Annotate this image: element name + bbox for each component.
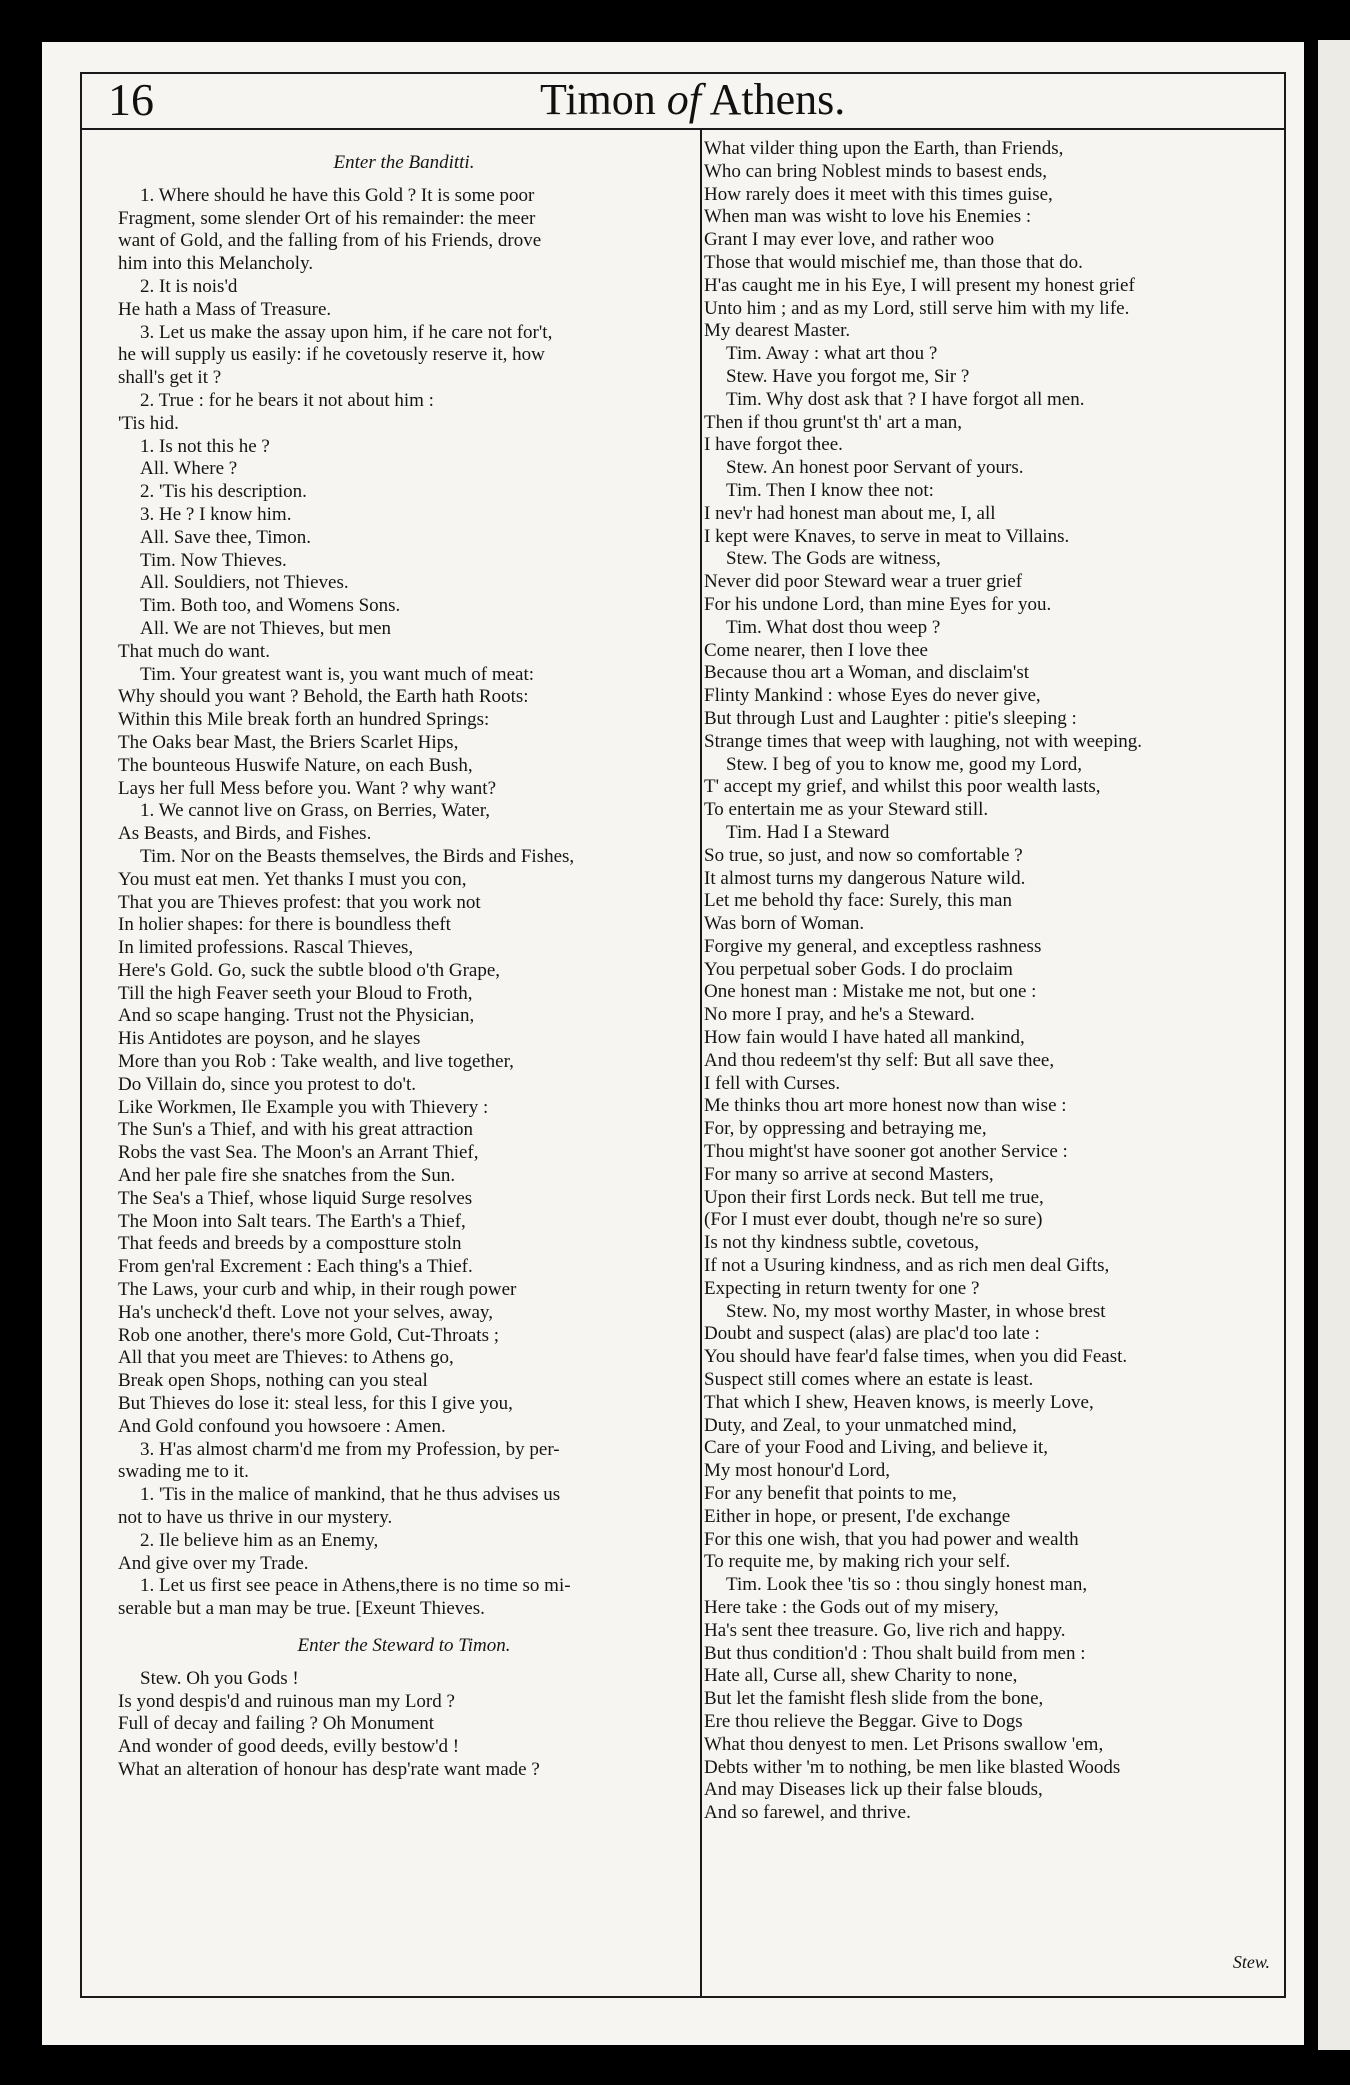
text-line: Never did poor Steward wear a truer grief (704, 571, 1023, 593)
text-line: Was born of Woman. (704, 913, 865, 935)
text-line: And so scape hanging. Trust not the Physician, (118, 1005, 475, 1027)
text-line: Hate all, Curse all, shew Charity to none, (704, 1665, 1018, 1687)
text-line: My dearest Master. (704, 320, 851, 342)
text-line: Expecting in return twenty for one ? (704, 1277, 980, 1299)
text-line: You must eat men. Yet thanks I must you con, (118, 868, 467, 890)
text-line: Tim. Nor on the Beasts themselves, the Birds and Fishes, (140, 845, 575, 867)
text-line: Doubt and suspect (alas) are plac'd too late : (704, 1323, 1040, 1345)
text-line: All. Where ? (140, 458, 238, 480)
text-line: 2. True : for he bears it not about him : (140, 389, 434, 411)
text-line: For his undone Lord, than mine Eyes for you. (704, 593, 1052, 615)
text-line: Me thinks thou art more honest now than wise : (704, 1095, 1067, 1117)
text-line: Tim. Now Thieves. (140, 549, 287, 571)
text-line: All that you meet are Thieves: to Athens go, (118, 1347, 454, 1369)
text-line: serable but a man may be true. [Exeunt Thieves. (118, 1598, 485, 1620)
text-line: What an alteration of honour has desp'rate want made ? (118, 1758, 540, 1780)
text-line: Thou might'st have sooner got another Service : (704, 1141, 1068, 1163)
text-line: That you are Thieves profest: that you work not (118, 891, 481, 913)
text-line: He hath a Mass of Treasure. (118, 298, 332, 320)
text-line: 2. It is nois'd (140, 275, 238, 297)
title-part-of: of (666, 75, 702, 124)
text-line: The Sea's a Thief, whose liquid Surge resolves (118, 1187, 473, 1209)
text-line: H'as caught me in his Eye, I will present my honest grief (704, 274, 1135, 296)
text-line: The Laws, your curb and whip, in their rough power (118, 1279, 517, 1301)
text-line: Forgive my general, and exceptless rashness (704, 935, 1042, 957)
text-line: 1. Where should he have this Gold ? It is some poor (140, 184, 535, 206)
text-line: Suspect still comes where an estate is least. (704, 1369, 1034, 1391)
text-line: What thou denyest to men. Let Prisons swallow 'em, (704, 1733, 1104, 1755)
text-line: And may Diseases lick up their false blouds, (704, 1779, 1043, 1801)
left-text-column (118, 138, 690, 1782)
text-line: Tim. What dost thou weep ? (726, 616, 941, 638)
text-line: Why should you want ? Behold, the Earth hath Roots: (118, 686, 529, 708)
text-line: For many so arrive at second Masters, (704, 1163, 994, 1185)
text-line: The Oaks bear Mast, the Briers Scarlet Hips, (118, 731, 459, 753)
text-line: Either in hope, or present, I'de exchange (704, 1505, 1011, 1527)
text-line: The Moon into Salt tears. The Earth's a Thief, (118, 1210, 466, 1232)
text-line: From gen'ral Excrement : Each thing's a Thief. (118, 1256, 473, 1278)
text-line: Rob one another, there's more Gold, Cut-Throats ; (118, 1324, 499, 1346)
text-line: Unto him ; and as my Lord, still serve him with my life. (704, 297, 1130, 319)
running-title (540, 74, 940, 127)
text-line: Tim. Had I a Steward (726, 821, 890, 843)
text-line: That feeds and breeds by a compostture stoln (118, 1233, 462, 1255)
text-line: not to have us thrive in our mystery. (118, 1507, 393, 1529)
text-line: swading me to it. (118, 1461, 249, 1483)
text-line: I nev'r had honest man about me, I, all (704, 502, 996, 524)
text-line: The Sun's a Thief, and with his great attraction (118, 1119, 474, 1141)
text-line: Upon their first Lords neck. But tell me true, (704, 1186, 1044, 1208)
text-line: But Thieves do lose it: steal less, for this I give you, (118, 1393, 513, 1415)
text-line: How fain would I have hated all mankind, (704, 1027, 1025, 1049)
text-line: To entertain me as your Steward still. (704, 799, 989, 821)
text-line: Stew. An honest poor Servant of yours. (726, 457, 1024, 479)
page-number: 16 (108, 74, 154, 125)
text-line: But through Lust and Laughter : pitie's sleeping : (704, 707, 1077, 729)
text-line: T' accept my grief, and whilst this poor wealth lasts, (704, 776, 1101, 798)
text-line: 3. Let us make the assay upon him, if he care not for't, (140, 321, 553, 343)
text-line: How rarely does it meet with this times guise, (704, 183, 1053, 205)
text-line: You perpetual sober Gods. I do proclaim (704, 958, 1013, 980)
text-line: Who can bring Noblest minds to basest ends, (704, 160, 1048, 182)
text-line: Stew. I beg of you to know me, good my Lord, (726, 753, 1083, 775)
text-line: As Beasts, and Birds, and Fishes. (118, 823, 372, 845)
text-line: Stew. Oh you Gods ! (140, 1667, 299, 1689)
right-text-column (704, 138, 1276, 1825)
text-line: Break open Shops, nothing can you steal (118, 1370, 428, 1392)
text-line: That much do want. (118, 640, 270, 662)
text-line: One honest man : Mistake me not, but one : (704, 981, 1037, 1003)
text-line: 3. He ? I know him. (140, 503, 292, 525)
text-line: No more I pray, and he's a Steward. (704, 1004, 975, 1026)
text-line: If not a Usuring kindness, and as rich men deal Gifts, (704, 1255, 1110, 1277)
text-line: Is yond despis'd and ruinous man my Lord ? (118, 1690, 455, 1712)
text-line: All. Save thee, Timon. (140, 526, 312, 548)
text-line: Debts wither 'm to nothing, be men like blasted Woods (704, 1756, 1121, 1778)
stage-direction: Enter the Steward to Timon. (297, 1635, 511, 1656)
text-line: But thus condition'd : Thou shalt build from men : (704, 1642, 1086, 1664)
text-line: For any benefit that points to me, (704, 1483, 957, 1505)
text-line: All. We are not Thieves, but men (140, 617, 392, 639)
text-line: Ha's sent thee treasure. Go, live rich and happy. (704, 1619, 1066, 1641)
text-line: That which I shew, Heaven knows, is meerly Love, (704, 1391, 1094, 1413)
text-line: But let the famisht flesh slide from the bone, (704, 1688, 1044, 1710)
title-part-b: Athens. (701, 75, 846, 124)
text-line: I have forgot thee. (704, 434, 843, 456)
header-rule (80, 128, 1286, 130)
text-line: More than you Rob : Take wealth, and live together, (118, 1051, 514, 1073)
text-line: What vilder thing upon the Earth, than Friends, (704, 138, 1064, 159)
text-line: Do Villain do, since you protest to do't. (118, 1073, 416, 1095)
text-line: want of Gold, and the falling from of his Friends, drove (118, 230, 542, 252)
text-line: 1. 'Tis in the malice of mankind, that he thus advises us (140, 1484, 561, 1506)
next-page-edge (1318, 40, 1350, 2050)
text-line: Tim. Both too, and Womens Sons. (140, 595, 401, 617)
text-line: 2. Ile believe him as an Enemy, (140, 1529, 379, 1551)
text-line: Tim. Then I know thee not: (726, 479, 934, 501)
text-line: Stew. No, my most worthy Master, in whose brest (726, 1300, 1106, 1322)
text-line: Here's Gold. Go, suck the subtle blood o'th Grape, (118, 959, 501, 981)
text-line: It almost turns my dangerous Nature wild. (704, 867, 1026, 889)
text-line: All. Souldiers, not Thieves. (140, 572, 349, 594)
title-part-a: Timon (540, 75, 667, 124)
text-line: Tim. Look thee 'tis so : thou singly honest man, (726, 1574, 1088, 1596)
column-divider (700, 130, 702, 1996)
text-line: Robs the vast Sea. The Moon's an Arrant Thief, (118, 1142, 479, 1164)
text-line: 1. We cannot live on Grass, on Berries, Water, (140, 800, 491, 822)
text-line: Like Workmen, Ile Example you with Thievery : (118, 1096, 489, 1118)
text-line: Lays her full Mess before you. Want ? why want? (118, 777, 497, 799)
text-line: In limited professions. Rascal Thieves, (118, 937, 414, 959)
text-line: And thou redeem'st thy self: But all save thee, (704, 1049, 1055, 1071)
text-line: I kept were Knaves, to serve in meat to Villains. (704, 525, 1070, 547)
text-line: 1. Let us first see peace in Athens,there is no time so mi- (140, 1575, 571, 1597)
text-line: For, by oppressing and betraying me, (704, 1118, 987, 1140)
text-line: And her pale fire she snatches from the Sun. (118, 1165, 456, 1187)
text-line: And Gold confound you howsoere : Amen. (118, 1415, 446, 1437)
text-line: In holier shapes: for there is boundless theft (118, 914, 451, 936)
text-line: 1. Is not this he ? (140, 435, 270, 457)
text-line: Care of your Food and Living, and believe it, (704, 1437, 1049, 1459)
text-line: My most honour'd Lord, (704, 1460, 891, 1482)
text-line: Stew. Have you forgot me, Sir ? (726, 365, 970, 387)
text-line: Ha's uncheck'd theft. Love not your selves, away, (118, 1301, 493, 1323)
text-line: And wonder of good deeds, evilly bestow'd ! (118, 1736, 460, 1758)
text-line: His Antidotes are poyson, and he slayes (118, 1028, 421, 1050)
text-line: Those that would mischief me, than those that do. (704, 251, 1083, 273)
text-line: he will supply us easily: if he covetously reserve it, how (118, 344, 545, 366)
text-line: Because thou art a Woman, and disclaim'st (704, 662, 1029, 684)
stage-direction: Enter the Banditti. (333, 152, 475, 173)
text-line: Let me behold thy face: Surely, this man (704, 890, 1012, 912)
text-line: Full of decay and failing ? Oh Monument (118, 1713, 435, 1735)
text-line: Strange times that weep with laughing, not with weeping. (704, 730, 1142, 752)
text-line: Is not thy kindness subtle, covetous, (704, 1232, 979, 1254)
text-line: 3. H'as almost charm'd me from my Profession, by per- (140, 1438, 560, 1460)
text-line: To requite me, by making rich your self. (704, 1551, 1011, 1573)
text-line: Stew. The Gods are witness, (726, 548, 941, 570)
text-line: Tim. Your greatest want is, you want much of meat: (140, 663, 535, 685)
text-line: I fell with Curses. (704, 1072, 841, 1094)
catchword: Stew. (1232, 1952, 1270, 1972)
text-line: Fragment, some slender Ort of his remainder: the meer (118, 207, 536, 229)
text-line: The bounteous Huswife Nature, on each Bush, (118, 754, 473, 776)
text-line: Come nearer, then I love thee (704, 639, 928, 661)
text-line: Tim. Why dost ask that ? I have forgot all men. (726, 388, 1085, 410)
text-line: Ere thou relieve the Beggar. Give to Dogs (704, 1710, 1023, 1732)
text-line: So true, so just, and now so comfortable ? (704, 844, 1023, 866)
text-line: Duty, and Zeal, to your unmatched mind, (704, 1414, 1017, 1436)
text-line: And give over my Trade. (118, 1552, 309, 1574)
text-line: When man was wisht to love his Enemies : (704, 206, 1032, 228)
text-line: Tim. Away : what art thou ? (726, 343, 938, 365)
text-line: You should have fear'd false times, when you did Feast. (704, 1346, 1128, 1368)
text-line: shall's get it ? (118, 367, 222, 389)
text-line: Flinty Mankind : whose Eyes do never give, (704, 685, 1041, 707)
text-line: Then if thou grunt'st th' art a man, (704, 411, 963, 433)
text-line: 'Tis hid. (118, 412, 179, 434)
text-line: him into this Melancholy. (118, 253, 314, 275)
text-line: Till the high Feaver seeth your Bloud to Froth, (118, 982, 473, 1004)
text-line: (For I must ever doubt, though ne're so sure) (704, 1209, 1043, 1231)
text-line: Within this Mile break forth an hundred Springs: (118, 709, 490, 731)
text-line: For this one wish, that you had power and wealth (704, 1528, 1079, 1550)
text-line: Grant I may ever love, and rather woo (704, 229, 995, 251)
text-line: And so farewel, and thrive. (704, 1802, 911, 1824)
text-line: 2. 'Tis his description. (140, 481, 307, 503)
text-line: Here take : the Gods out of my misery, (704, 1597, 999, 1618)
